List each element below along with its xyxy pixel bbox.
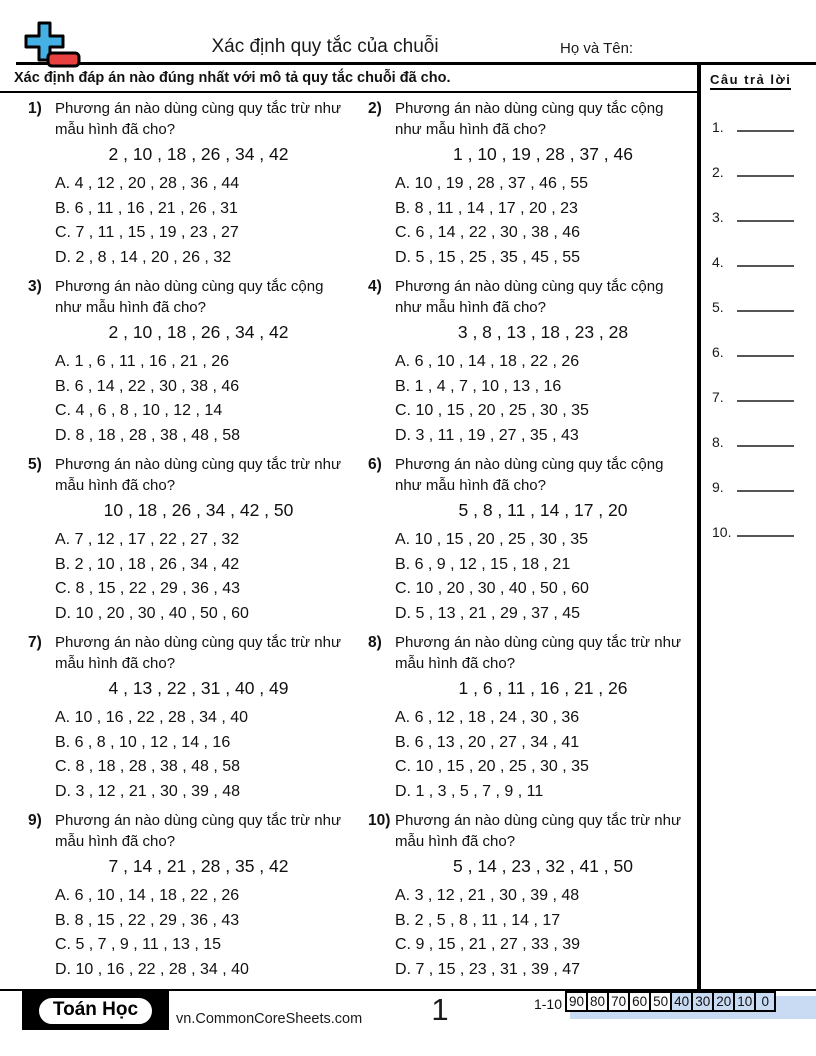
answer-option: B. 2 , 5 , 8 , 11 , 14 , 17 (395, 911, 561, 929)
question-block-5 (0, 454, 348, 632)
question-sequence: 10 , 18 , 26 , 34 , 42 , 50 (103, 500, 294, 520)
question-sequence: 2 , 10 , 18 , 26 , 34 , 42 (108, 322, 289, 342)
subject-badge-label: Toán Học (36, 995, 155, 1027)
answer-slot-list (703, 90, 816, 540)
grading-cell: 10 (734, 992, 755, 1011)
question-sequence: 1 , 6 , 11 , 16 , 21 , 26 (458, 678, 628, 698)
answer-slot-number: 7. (712, 389, 724, 405)
answer-option: B. 1 , 4 , 7 , 10 , 13 , 16 (395, 377, 562, 395)
answer-option: C. 7 , 11 , 15 , 19 , 23 , 27 (55, 224, 239, 241)
question-text: Phương án nào dùng cùng quy tắc trừ như mẫu hình đã cho? (55, 812, 341, 850)
answer-blank-line[interactable] (737, 120, 794, 132)
question-block-2 (348, 98, 697, 276)
questions-grid (0, 98, 697, 988)
answer-option: D. 5 , 13 , 21 , 29 , 37 , 45 (395, 604, 581, 622)
answer-option: D. 5 , 15 , 25 , 35 , 45 , 55 (395, 248, 581, 266)
answer-slot-number: 9. (712, 479, 724, 495)
minus-icon (48, 53, 79, 66)
answer-option: A. 10 , 16 , 22 , 28 , 34 , 40 (55, 709, 249, 726)
answer-slot-number: 5. (712, 299, 724, 315)
grading-cell: 0 (755, 992, 775, 1011)
question-text: Phương án nào dùng cùng quy tắc cộng như mẫu hình đã cho? (395, 278, 664, 316)
answer-option: A. 3 , 12 , 21 , 30 , 39 , 48 (395, 887, 580, 904)
answer-slot-4 (712, 225, 816, 270)
answer-option: D. 3 , 12 , 21 , 30 , 39 , 48 (55, 782, 241, 800)
answer-option: B. 2 , 10 , 18 , 26 , 34 , 42 (55, 555, 240, 573)
answer-slot-number: 8. (712, 434, 724, 450)
name-label: Họ và Tên: (560, 40, 634, 57)
answer-option: B. 8 , 11 , 14 , 17 , 20 , 23 (395, 199, 578, 217)
answer-blank-line[interactable] (737, 210, 794, 222)
answer-option: D. 1 , 3 , 5 , 7 , 9 , 11 (395, 782, 544, 800)
question-sequence: 5 , 14 , 23 , 32 , 41 , 50 (453, 856, 633, 876)
answer-slot-3 (712, 180, 816, 225)
question-text: Phương án nào dùng cùng quy tắc trừ như mẫu hình đã cho? (55, 100, 341, 138)
answer-option: D. 8 , 18 , 28 , 38 , 48 , 58 (55, 426, 241, 444)
answer-option: B. 6 , 8 , 10 , 12 , 14 , 16 (55, 733, 231, 751)
answer-option: D. 10 , 20 , 30 , 40 , 50 , 60 (55, 604, 249, 622)
answer-option: C. 8 , 15 , 22 , 29 , 36 , 43 (55, 580, 241, 597)
answer-option: B. 8 , 15 , 22 , 29 , 36 , 43 (55, 911, 240, 929)
worksheet-title: Xác định quy tắc của chuỗi (211, 36, 439, 57)
question-text: Phương án nào dùng cùng quy tắc cộng như mẫu hình đã cho? (395, 100, 664, 138)
grading-table (565, 991, 776, 1012)
answer-slot-number: 10. (712, 524, 732, 540)
answer-slot-5 (712, 270, 816, 315)
question-block-4 (348, 276, 697, 454)
question-block-1 (0, 98, 348, 276)
answer-blank-line[interactable] (737, 390, 794, 402)
answer-option: C. 10 , 15 , 20 , 25 , 30 , 35 (395, 402, 589, 419)
answer-option: D. 7 , 15 , 23 , 31 , 39 , 47 (395, 960, 581, 978)
question-sequence: 4 , 13 , 22 , 31 , 40 , 49 (108, 678, 289, 698)
question-number: 6) (368, 456, 382, 473)
answer-slot-6 (712, 315, 816, 360)
question-block-10 (348, 810, 697, 988)
answer-slot-number: 4. (712, 254, 724, 270)
question-text: Phương án nào dùng cùng quy tắc cộng như mẫu hình đã cho? (395, 456, 664, 494)
answer-slot-8 (712, 405, 816, 450)
answer-blank-line[interactable] (737, 165, 794, 177)
grading-cell: 30 (692, 992, 713, 1011)
answer-option: B. 6 , 13 , 20 , 27 , 34 , 41 (395, 733, 580, 751)
answer-blank-line[interactable] (737, 435, 794, 447)
answer-slot-number: 2. (712, 164, 724, 180)
question-number: 10) (368, 812, 391, 829)
question-number: 3) (28, 278, 42, 295)
answer-blank-line[interactable] (737, 480, 794, 492)
instruction-text: Xác định đáp án nào đúng nhất với mô tả quy tắc chuỗi đã cho. (14, 70, 451, 86)
question-number: 5) (28, 456, 42, 473)
answer-option: A. 10 , 15 , 20 , 25 , 30 , 35 (395, 531, 589, 548)
answer-option: C. 6 , 14 , 22 , 30 , 38 , 46 (395, 224, 581, 241)
question-text: Phương án nào dùng cùng quy tắc cộng như mẫu hình đã cho? (55, 278, 324, 316)
answer-option: A. 6 , 12 , 18 , 24 , 30 , 36 (395, 709, 580, 726)
question-sequence: 7 , 14 , 21 , 28 , 35 , 42 (108, 856, 289, 876)
question-block-3 (0, 276, 348, 454)
answer-slot-number: 1. (712, 119, 724, 135)
answer-option: C. 10 , 20 , 30 , 40 , 50 , 60 (395, 580, 589, 597)
question-text: Phương án nào dùng cùng quy tắc trừ như mẫu hình đã cho? (55, 634, 341, 672)
answer-option: C. 8 , 18 , 28 , 38 , 48 , 58 (55, 758, 241, 775)
grading-cell: 60 (629, 992, 650, 1011)
answer-option: C. 4 , 6 , 8 , 10 , 12 , 14 (55, 402, 223, 419)
answer-option: A. 10 , 19 , 28 , 37 , 46 , 55 (395, 175, 589, 192)
answer-option: D. 3 , 11 , 19 , 27 , 35 , 43 (395, 426, 579, 444)
answer-option: B. 6 , 11 , 16 , 21 , 26 , 31 (55, 199, 238, 217)
question-block-6 (348, 454, 697, 632)
question-sequence: 3 , 8 , 13 , 18 , 23 , 28 (457, 322, 629, 342)
answer-option: A. 7 , 12 , 17 , 22 , 27 , 32 (55, 531, 240, 548)
grading-cell: 40 (671, 992, 692, 1011)
question-number: 2) (368, 100, 382, 117)
question-number: 1) (28, 100, 42, 117)
answer-option: A. 6 , 10 , 14 , 18 , 22 , 26 (55, 887, 240, 904)
answer-option: D. 10 , 16 , 22 , 28 , 34 , 40 (55, 960, 249, 978)
answer-slot-number: 6. (712, 344, 724, 360)
answer-option: B. 6 , 14 , 22 , 30 , 38 , 46 (55, 377, 240, 395)
answer-blank-line[interactable] (737, 525, 794, 537)
grading-cell: 70 (608, 992, 629, 1011)
answer-column-separator (697, 65, 701, 989)
page-number: 1 (431, 992, 449, 1027)
answer-option: A. 1 , 6 , 11 , 16 , 21 , 26 (55, 353, 230, 370)
question-sequence: 1 , 10 , 19 , 28 , 37 , 46 (453, 144, 633, 164)
answer-option: A. 6 , 10 , 14 , 18 , 22 , 26 (395, 353, 580, 370)
answer-option: C. 5 , 7 , 9 , 11 , 13 , 15 (55, 936, 222, 953)
question-number: 7) (28, 634, 42, 651)
question-block-7 (0, 632, 348, 810)
answer-slot-1 (712, 90, 816, 135)
answer-slot-7 (712, 360, 816, 405)
grading-cell: 20 (713, 992, 734, 1011)
question-number: 4) (368, 278, 382, 295)
grading-cell: 80 (587, 992, 608, 1011)
answer-slot-10 (712, 495, 816, 540)
question-block-9 (0, 810, 348, 988)
website-url: vn.CommonCoreSheets.com (176, 1011, 363, 1027)
question-text: Phương án nào dùng cùng quy tắc trừ như mẫu hình đã cho? (395, 634, 681, 672)
score-range-label: 1-10 (533, 996, 562, 1012)
answer-blank-line[interactable] (737, 345, 794, 357)
grading-cell: 90 (566, 992, 587, 1011)
instruction-bar (0, 65, 697, 93)
question-number: 9) (28, 812, 42, 829)
grading-cell: 50 (650, 992, 671, 1011)
subject-badge (22, 991, 169, 1030)
answer-option: B. 6 , 9 , 12 , 15 , 18 , 21 (395, 555, 571, 573)
question-number: 8) (368, 634, 382, 651)
answer-blank-line[interactable] (737, 300, 794, 312)
question-block-8 (348, 632, 697, 810)
answer-slot-2 (712, 135, 816, 180)
question-text: Phương án nào dùng cùng quy tắc trừ như mẫu hình đã cho? (55, 456, 341, 494)
question-sequence: 5 , 8 , 11 , 14 , 17 , 20 (458, 500, 628, 520)
answer-slot-9 (712, 450, 816, 495)
answer-option: C. 10 , 15 , 20 , 25 , 30 , 35 (395, 758, 589, 775)
answer-column (703, 65, 816, 540)
answer-slot-number: 3. (712, 209, 724, 225)
answer-blank-line[interactable] (737, 255, 794, 267)
answer-option: A. 4 , 12 , 20 , 28 , 36 , 44 (55, 175, 240, 192)
question-sequence: 2 , 10 , 18 , 26 , 34 , 42 (108, 144, 289, 164)
answer-option: D. 2 , 8 , 14 , 20 , 26 , 32 (55, 248, 232, 266)
question-text: Phương án nào dùng cùng quy tắc trừ như mẫu hình đã cho? (395, 812, 681, 850)
answer-column-title: Câu trả lời (710, 72, 791, 90)
commoncoresheets-logo (22, 20, 84, 77)
answer-option: C. 9 , 15 , 21 , 27 , 33 , 39 (395, 936, 581, 953)
